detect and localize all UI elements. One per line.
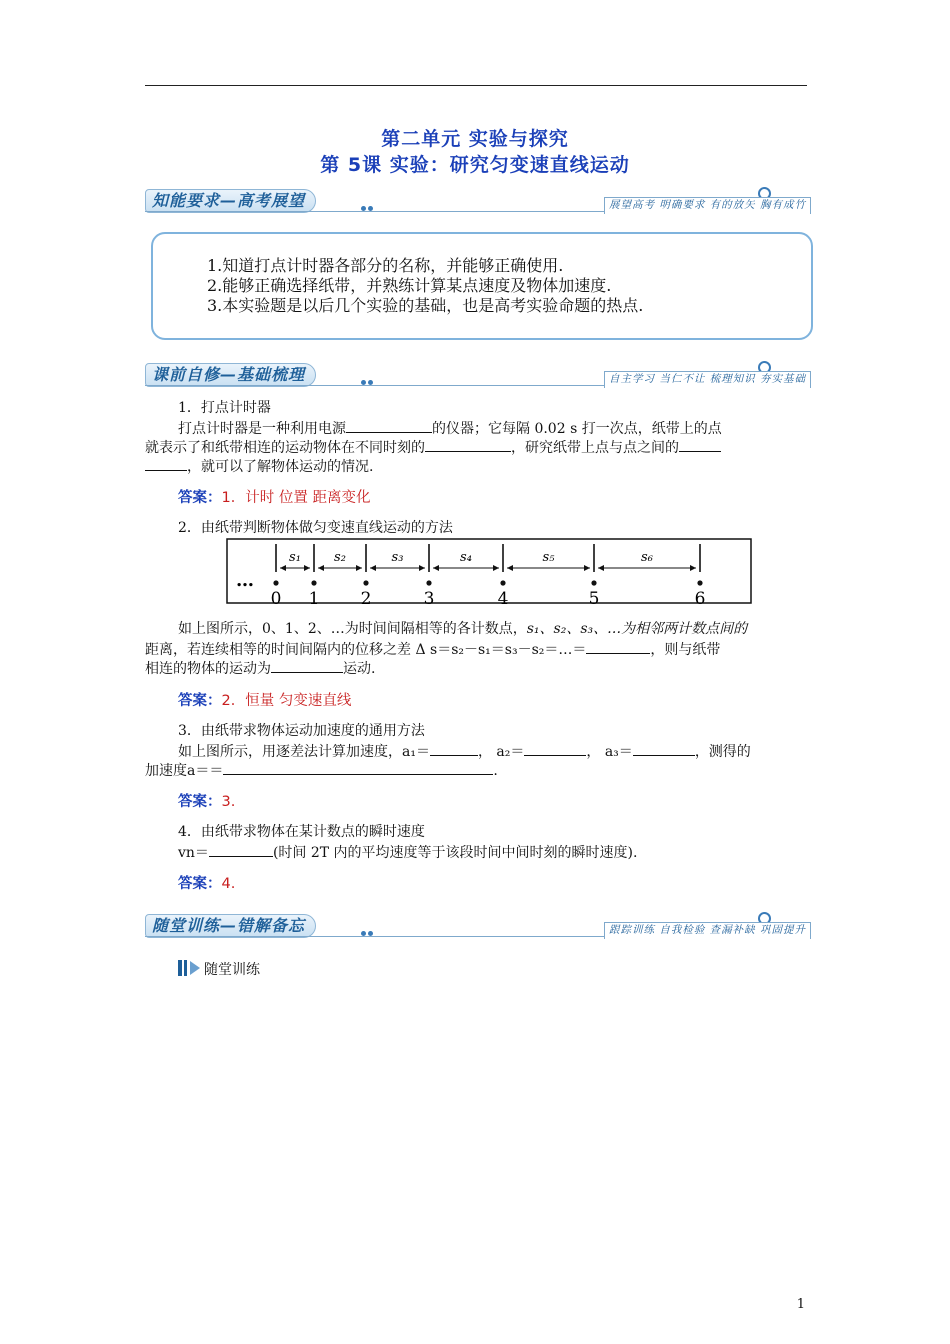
q2-answer: 答案：2．恒量 匀变速直线	[178, 693, 352, 709]
tape-arrowhead-left	[318, 565, 324, 571]
q3-answer: 答案：3.	[178, 794, 236, 810]
banner-right-label: 基础梳理	[237, 365, 306, 384]
blank	[223, 760, 493, 775]
banner-practice	[145, 912, 811, 938]
tape-dot	[311, 580, 316, 585]
banner-left-label: 知能要求	[152, 191, 221, 210]
tape-segment-label: s₃	[391, 550, 404, 565]
q2-line3: 相连的物体的运动为 运动.	[145, 658, 375, 679]
blank	[425, 437, 511, 452]
q3-line2: 加速度a＝＝ .	[145, 760, 498, 781]
q1-heading: 1．打点计时器	[178, 400, 271, 416]
page-number: 1	[796, 1297, 805, 1312]
tape-border	[227, 539, 751, 603]
tape-dot	[500, 580, 505, 585]
blank	[524, 741, 586, 756]
tape-segment-label: s₄	[460, 550, 472, 565]
paper-tape-diagram	[226, 538, 752, 608]
banner-tab: 知能要求—高考展望	[145, 189, 316, 213]
q4-answer: 答案：4.	[178, 876, 236, 892]
tape-segment-label: s₆	[641, 550, 653, 565]
goal-item: 2.能够正确选择纸带，并熟练计算某点速度及物体加速度.	[207, 276, 612, 295]
q1-answer: 答案：1．计时 位置 距离变化	[178, 490, 371, 506]
banner-left-label: 随堂训练	[152, 916, 221, 935]
tape-point-label: 0	[270, 589, 282, 608]
banner-dots-icon	[361, 196, 375, 204]
q4-line1: vn＝ (时间 2T 内的平均速度等于该段时间中间时刻的瞬时速度).	[178, 842, 637, 863]
tape-arrowhead-left	[370, 565, 376, 571]
tape-arrowhead-right	[304, 565, 310, 571]
blank	[679, 437, 721, 452]
tape-dot	[426, 580, 431, 585]
q3-heading: 3．由纸带求物体运动加速度的通用方法	[178, 723, 425, 739]
q2-line2: 距离，若连续相等的时间间隔内的位移之差 Δ s＝s₂－s₁＝s₃－s₂＝…＝ ，则与纸带	[145, 639, 720, 660]
unit-title: 第二单元 实验与探究	[381, 128, 569, 150]
tape-point-label: 5	[588, 589, 600, 608]
banner-tab: 课前自修—基础梳理	[145, 363, 316, 387]
tape-segment-label: s₅	[542, 550, 555, 565]
section-label: 随堂训练	[204, 962, 260, 978]
blank	[209, 842, 273, 857]
tape-arrowhead-right	[493, 565, 499, 571]
q2-line1: 如上图所示，0、1、2、…为时间间隔相等的各计数点，s₁、s₂、s₃、…为相邻两计数点间的	[178, 621, 748, 637]
blank	[586, 639, 650, 654]
q1-line3: ，就可以了解物体运动的情况.	[145, 456, 373, 477]
tape-segment-label: s₁	[289, 550, 301, 565]
banner-slogan: 自主学习 当仁不让 梳理知识 夯实基础	[604, 371, 811, 388]
tape-point-label: 1	[308, 589, 320, 608]
banner-preview	[145, 361, 811, 387]
banner-right-label: 高考展望	[237, 191, 306, 210]
q1-line1: 打点计时器是一种利用电源 的仪器；它每隔 0.02 s 打一次点，纸带上的点	[178, 418, 722, 439]
banner-dots-icon	[361, 921, 375, 929]
banner-slogan: 展望高考 明确要求 有的放矢 胸有成竹	[604, 197, 811, 214]
goal-item: 1.知道打点计时器各部分的名称，并能够正确使用.	[207, 256, 564, 275]
tape-arrowhead-right	[690, 565, 696, 571]
banner-requirements	[145, 187, 811, 213]
tape-point-label: 2	[360, 589, 372, 608]
tape-arrowhead-right	[419, 565, 425, 571]
tape-point-label: 3	[423, 589, 435, 608]
banner-right-label: 错解备忘	[237, 916, 306, 935]
q2-heading: 2．由纸带判断物体做匀变速直线运动的方法	[178, 520, 453, 536]
tape-dot	[697, 580, 702, 585]
tape-segment-label: s₂	[334, 550, 346, 565]
goal-item: 3.本实验题是以后几个实验的基础，也是高考实验命题的热点.	[207, 296, 644, 315]
tape-dot	[591, 580, 596, 585]
tape-point-label: 4	[497, 589, 509, 608]
q3-line1: 如上图所示，用逐差法计算加速度，a₁＝ ， a₂＝ ， a₃＝ ，测得的	[178, 741, 751, 762]
blank	[271, 658, 343, 673]
tape-arrowhead-right	[584, 565, 590, 571]
blank	[346, 418, 432, 433]
tape-arrowhead-left	[598, 565, 604, 571]
header-rule	[145, 85, 807, 86]
banner-slogan: 跟踪训练 自我检验 查漏补缺 巩固提升	[604, 922, 811, 939]
banner-dots-icon	[361, 370, 375, 378]
tape-arrowhead-right	[356, 565, 362, 571]
tape-arrowhead-left	[433, 565, 439, 571]
tape-arrowhead-left	[280, 565, 286, 571]
tape-arrowhead-left	[507, 565, 513, 571]
banner-tab: 随堂训练—错解备忘	[145, 914, 316, 938]
tape-dot	[273, 580, 278, 585]
blank	[430, 741, 478, 756]
blank	[145, 456, 187, 471]
tape-ellipsis: …	[236, 570, 254, 591]
q4-heading: 4．由纸带求物体在某计数点的瞬时速度	[178, 824, 425, 840]
tape-dot	[363, 580, 368, 585]
lesson-title: 第 5课 实验：研究匀变速直线运动	[320, 154, 630, 176]
banner-left-label: 课前自修	[152, 365, 221, 384]
blank	[633, 741, 695, 756]
tape-point-label: 6	[694, 589, 706, 608]
q1-line2: 就表示了和纸带相连的运动物体在不同时刻的 ，研究纸带上点与点之间的	[145, 437, 721, 458]
